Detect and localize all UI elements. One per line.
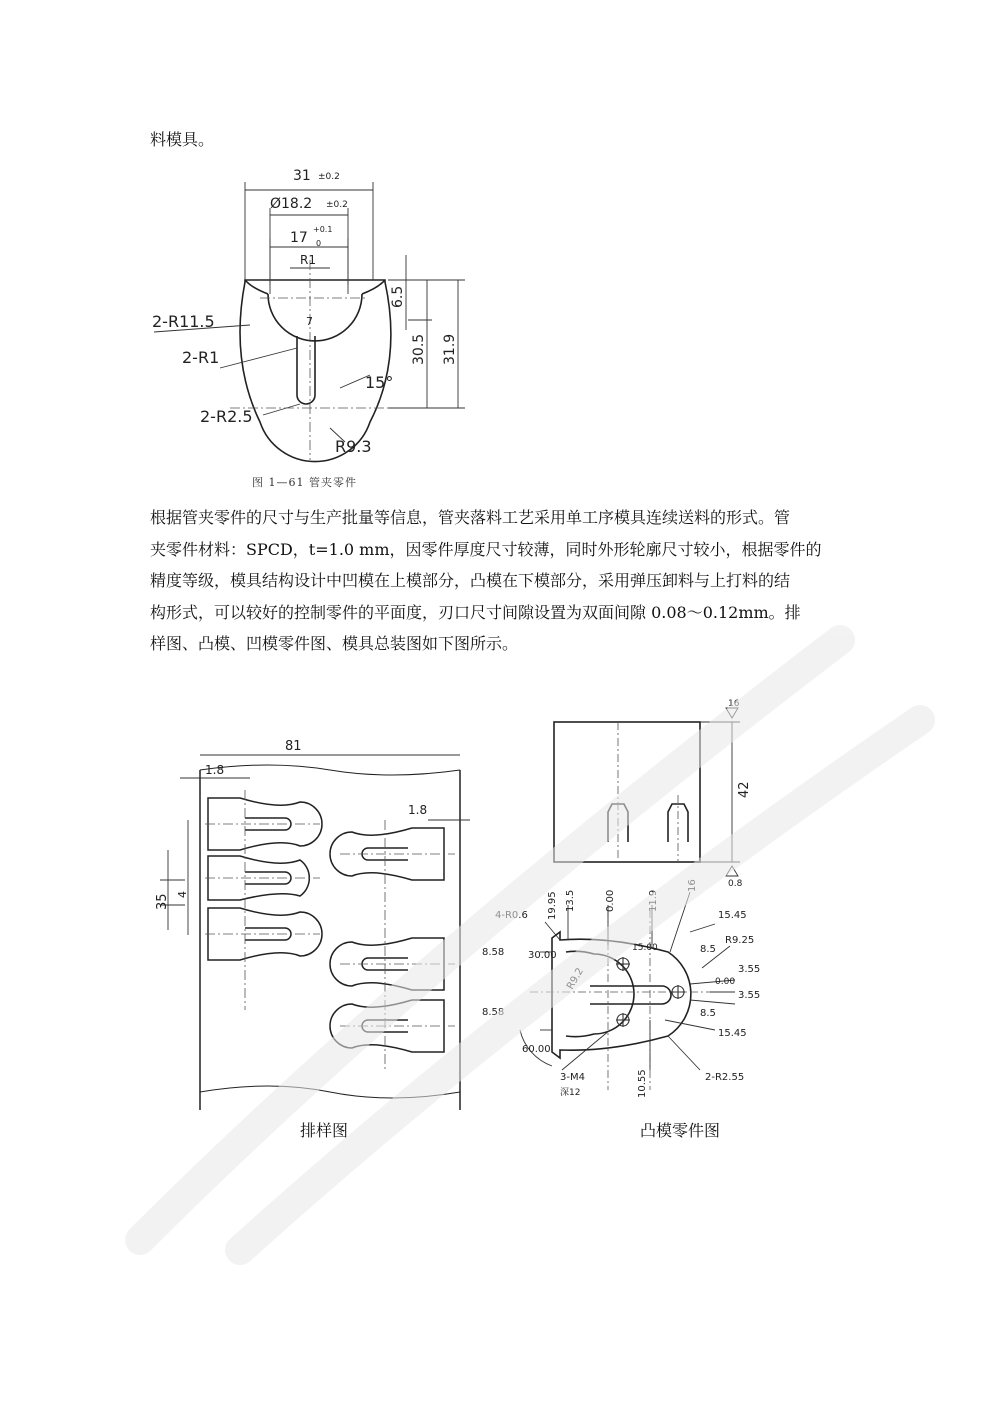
dim-16-top: 16 (728, 699, 740, 709)
dim-8-58-top: 8.58 (482, 947, 505, 958)
dim-r9-3: R9.3 (335, 437, 372, 456)
paragraph-line: 夹零件材料：SPCD，t=1.0 mm，因零件厚度尺寸较薄，同时外形轮廓尺寸较小，根据零件的 (150, 539, 822, 559)
figure2-caption: 排样图 (300, 1121, 349, 1140)
dim-15-45-top: 15.45 (718, 910, 747, 921)
dim-r9-25: R9.25 (725, 935, 755, 946)
dim-1-8-right: 1.8 (408, 803, 428, 817)
paragraph-line: 样图、凸模、凹模零件图、模具总装图如下图所示。 (150, 634, 519, 654)
dim-3-m4-note: 深12 (560, 1088, 581, 1098)
dim-31: 31 (293, 168, 311, 184)
paragraph-line: 精度等级，模具结构设计中凹模在上模部分，凸模在下模部分，采用弹压卸料与上打料的结 (150, 571, 791, 591)
figure-pipe-clamp (140, 160, 480, 485)
dim-r9-2: R9.2 (565, 966, 587, 992)
dim-11-9: 11.9 (648, 889, 659, 912)
dim-1-8-left: 1.8 (205, 763, 225, 777)
dim-7: 7 (306, 315, 313, 328)
dim-17-lower: 0 (316, 239, 322, 248)
dim-19-95: 19.95 (547, 891, 558, 920)
dim-6-5: 6.5 (390, 285, 406, 308)
figure3-caption: 凸模零件图 (640, 1121, 721, 1140)
dim-30-5: 30.5 (411, 333, 427, 365)
dim-13-5: 13.5 (565, 889, 576, 912)
dim-60: 60.00 (522, 1044, 551, 1055)
dim-r1: R1 (300, 253, 316, 267)
dim-angle: 15° (365, 373, 394, 392)
dim-4: 4 (176, 891, 189, 898)
dim-8-58-bottom: 8.58 (482, 1007, 505, 1018)
dim-3-m4: 3-M4 (560, 1072, 585, 1083)
dim-15-00: 15.00 (632, 943, 658, 953)
dim-3-55-top: 3.55 (738, 964, 761, 975)
dim-81: 81 (285, 739, 302, 754)
dim-17: 17 (290, 230, 308, 246)
dim-3-55-bottom: 3.55 (738, 990, 761, 1001)
dim-4-r0-6: 4-R0.6 (495, 910, 528, 921)
dim-30: 30.00 (528, 950, 557, 961)
dim-2-r1: 2-R1 (182, 348, 220, 367)
figure1-caption: 图 1—61 管夹零件 (252, 476, 357, 489)
dim-2-r2-5: 2-R2.5 (200, 407, 253, 426)
dim-10-55: 10.55 (637, 1069, 648, 1098)
dim-0-00-top: 0.00 (605, 889, 616, 912)
dim-2-r2-55: 2-R2.55 (705, 1072, 745, 1083)
dim-35: 35 (155, 893, 170, 910)
dim-17-upper: +0.1 (313, 225, 333, 234)
paragraph-line: 构形式，可以较好的控制零件的平面度，刃口尺寸间隙设置为双面间隙 0.08～0.12mm。排 (150, 602, 801, 622)
dim-dia-tol: ±0.2 (326, 200, 348, 210)
dim-2-r11-5: 2-R11.5 (152, 312, 215, 331)
paragraph-line: 根据管夹零件的尺寸与生产批量等信息，管夹落料工艺采用单工序模具连续送料的形式。管 (150, 508, 791, 527)
dim-0-00-right: 0.00 (715, 977, 736, 987)
body-paragraph (150, 508, 850, 666)
dim-8-5-bottom: 8.5 (700, 1008, 716, 1019)
dim-0-8: 0.8 (728, 879, 743, 889)
dim-dia: Ø18.2 (270, 196, 313, 212)
figure-strip-layout (150, 730, 470, 1110)
dim-31-9: 31.9 (442, 333, 458, 365)
dim-15-45-bottom: 15.45 (718, 1028, 747, 1039)
figure-punch-part (482, 699, 790, 1110)
dim-42: 42 (737, 781, 752, 798)
intro-line: 料模具。 (150, 130, 215, 149)
dim-8-5-top: 8.5 (700, 944, 716, 955)
dim-16-plan: 16 (687, 879, 698, 892)
dim-31-tol: ±0.2 (318, 172, 340, 182)
